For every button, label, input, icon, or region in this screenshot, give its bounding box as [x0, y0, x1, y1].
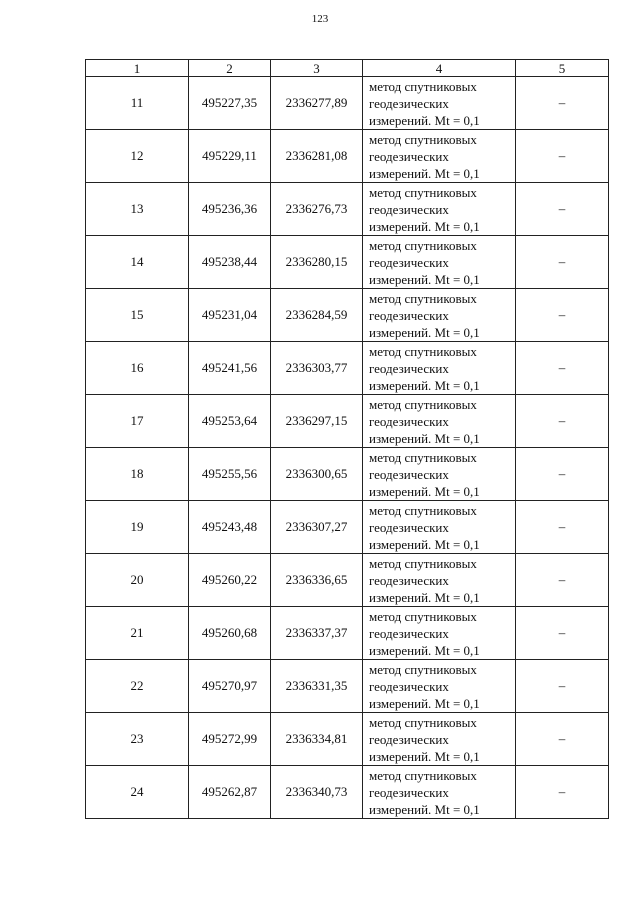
- method-line: метод спутниковых: [369, 502, 477, 518]
- y-coordinate-cell: 2336277,89: [271, 77, 363, 130]
- method-cell: [363, 395, 516, 448]
- note-cell: –: [516, 448, 609, 501]
- header-col-3: 3: [271, 60, 363, 77]
- method-line: метод спутниковых: [369, 767, 477, 783]
- y-coordinate-cell: 2336284,59: [271, 289, 363, 342]
- point-number-cell: 19: [86, 501, 189, 554]
- method-cell: [363, 130, 516, 183]
- method-cell: [363, 766, 516, 819]
- method-cell: [363, 448, 516, 501]
- table-row: [86, 236, 609, 289]
- method-line: метод спутниковых: [369, 714, 477, 730]
- table-body: [86, 77, 609, 819]
- point-number-cell: 16: [86, 342, 189, 395]
- y-coordinate-cell: 2336303,77: [271, 342, 363, 395]
- method-cell: [363, 342, 516, 395]
- point-number-cell: 23: [86, 713, 189, 766]
- method-line: геодезических: [369, 201, 449, 217]
- point-number-cell: 22: [86, 660, 189, 713]
- y-coordinate-cell: 2336340,73: [271, 766, 363, 819]
- page-number: 123: [311, 13, 329, 25]
- point-number-cell: 18: [86, 448, 189, 501]
- method-line: измерений. Mt = 0,1: [369, 801, 480, 817]
- method-line: метод спутниковых: [369, 237, 477, 253]
- point-number-cell: 12: [86, 130, 189, 183]
- method-line: метод спутниковых: [369, 131, 477, 147]
- method-cell: [363, 289, 516, 342]
- method-line: геодезических: [369, 148, 449, 164]
- note-cell: –: [516, 77, 609, 130]
- note-cell: –: [516, 660, 609, 713]
- note-cell: –: [516, 554, 609, 607]
- method-line: метод спутниковых: [369, 396, 477, 412]
- y-coordinate-cell: 2336336,65: [271, 554, 363, 607]
- method-line: геодезических: [369, 360, 449, 376]
- method-line: измерений. Mt = 0,1: [369, 218, 480, 234]
- x-coordinate-cell: 495241,56: [189, 342, 271, 395]
- method-line: геодезических: [369, 95, 449, 111]
- method-line: геодезических: [369, 307, 449, 323]
- point-number-cell: 15: [86, 289, 189, 342]
- note-cell: –: [516, 236, 609, 289]
- note-cell: –: [516, 766, 609, 819]
- table-row: [86, 77, 609, 130]
- x-coordinate-cell: 495260,22: [189, 554, 271, 607]
- method-line: метод спутниковых: [369, 555, 477, 571]
- method-line: метод спутниковых: [369, 78, 477, 94]
- method-cell: [363, 713, 516, 766]
- y-coordinate-cell: 2336297,15: [271, 395, 363, 448]
- method-cell: [363, 607, 516, 660]
- x-coordinate-cell: 495243,48: [189, 501, 271, 554]
- note-cell: –: [516, 501, 609, 554]
- point-number-cell: 14: [86, 236, 189, 289]
- method-cell: [363, 501, 516, 554]
- method-line: метод спутниковых: [369, 290, 477, 306]
- note-cell: –: [516, 395, 609, 448]
- method-cell: [363, 183, 516, 236]
- note-cell: –: [516, 607, 609, 660]
- method-line: измерений. Mt = 0,1: [369, 377, 480, 393]
- header-col-2: 2: [189, 60, 271, 77]
- method-line: измерений. Mt = 0,1: [369, 271, 480, 287]
- coordinates-table: [85, 59, 609, 819]
- method-line: геодезических: [369, 519, 449, 535]
- x-coordinate-cell: 495231,04: [189, 289, 271, 342]
- x-coordinate-cell: 495262,87: [189, 766, 271, 819]
- table-row: [86, 713, 609, 766]
- note-cell: –: [516, 713, 609, 766]
- table-row: [86, 183, 609, 236]
- method-line: измерений. Mt = 0,1: [369, 536, 480, 552]
- x-coordinate-cell: 495272,99: [189, 713, 271, 766]
- x-coordinate-cell: 495229,11: [189, 130, 271, 183]
- method-line: метод спутниковых: [369, 608, 477, 624]
- method-line: геодезических: [369, 678, 449, 694]
- y-coordinate-cell: 2336280,15: [271, 236, 363, 289]
- point-number-cell: 21: [86, 607, 189, 660]
- y-coordinate-cell: 2336331,35: [271, 660, 363, 713]
- note-cell: –: [516, 289, 609, 342]
- table-row: [86, 554, 609, 607]
- method-cell: [363, 236, 516, 289]
- method-line: измерений. Mt = 0,1: [369, 589, 480, 605]
- table-row: [86, 448, 609, 501]
- method-line: геодезических: [369, 572, 449, 588]
- method-line: измерений. Mt = 0,1: [369, 324, 480, 340]
- method-line: измерений. Mt = 0,1: [369, 748, 480, 764]
- method-line: геодезических: [369, 784, 449, 800]
- table-row: [86, 766, 609, 819]
- point-number-cell: 11: [86, 77, 189, 130]
- method-line: геодезических: [369, 731, 449, 747]
- method-line: измерений. Mt = 0,1: [369, 430, 480, 446]
- header-row: [86, 60, 609, 77]
- table-row: [86, 607, 609, 660]
- note-cell: –: [516, 130, 609, 183]
- point-number-cell: 20: [86, 554, 189, 607]
- y-coordinate-cell: 2336337,37: [271, 607, 363, 660]
- method-line: измерений. Mt = 0,1: [369, 112, 480, 128]
- method-line: геодезических: [369, 413, 449, 429]
- method-line: геодезических: [369, 466, 449, 482]
- y-coordinate-cell: 2336276,73: [271, 183, 363, 236]
- table-row: [86, 342, 609, 395]
- method-line: геодезических: [369, 254, 449, 270]
- x-coordinate-cell: 495270,97: [189, 660, 271, 713]
- method-line: метод спутниковых: [369, 449, 477, 465]
- point-number-cell: 24: [86, 766, 189, 819]
- header-col-1: 1: [86, 60, 189, 77]
- method-line: измерений. Mt = 0,1: [369, 165, 480, 181]
- x-coordinate-cell: 495255,56: [189, 448, 271, 501]
- point-number-cell: 13: [86, 183, 189, 236]
- y-coordinate-cell: 2336334,81: [271, 713, 363, 766]
- x-coordinate-cell: 495236,36: [189, 183, 271, 236]
- method-cell: [363, 77, 516, 130]
- x-coordinate-cell: 495260,68: [189, 607, 271, 660]
- table-row: [86, 289, 609, 342]
- method-line: геодезических: [369, 625, 449, 641]
- table-row: [86, 501, 609, 554]
- x-coordinate-cell: 495227,35: [189, 77, 271, 130]
- note-cell: –: [516, 342, 609, 395]
- method-line: измерений. Mt = 0,1: [369, 695, 480, 711]
- method-line: метод спутниковых: [369, 343, 477, 359]
- method-line: измерений. Mt = 0,1: [369, 483, 480, 499]
- header-col-5: 5: [516, 60, 609, 77]
- y-coordinate-cell: 2336281,08: [271, 130, 363, 183]
- y-coordinate-cell: 2336307,27: [271, 501, 363, 554]
- y-coordinate-cell: 2336300,65: [271, 448, 363, 501]
- table-row: [86, 130, 609, 183]
- table-row: [86, 395, 609, 448]
- method-cell: [363, 554, 516, 607]
- method-line: измерений. Mt = 0,1: [369, 642, 480, 658]
- x-coordinate-cell: 495253,64: [189, 395, 271, 448]
- table-row: [86, 660, 609, 713]
- method-line: метод спутниковых: [369, 184, 477, 200]
- point-number-cell: 17: [86, 395, 189, 448]
- method-cell: [363, 660, 516, 713]
- header-col-4: 4: [363, 60, 516, 77]
- method-line: метод спутниковых: [369, 661, 477, 677]
- note-cell: –: [516, 183, 609, 236]
- x-coordinate-cell: 495238,44: [189, 236, 271, 289]
